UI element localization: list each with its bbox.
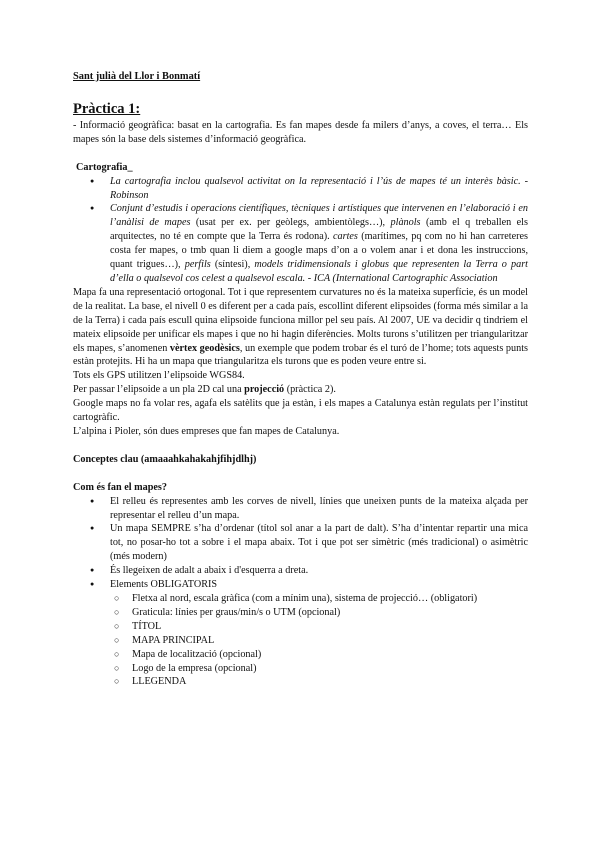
body-paragraph: Per passar l’elipsoide a un pla 2D cal una projecció (pràctica 2). [73,384,336,396]
section-heading-cartografia: Cartografia_ [76,161,133,173]
list-item: ● És llegeixen de adalt a abaix i d'esquerra a dreta. [73,564,528,578]
sublist-item: ○ Fletxa al nord, escala gràfica (com a mínim una), sistema de projecció… (obligatori) [73,592,528,606]
list-item: ● Conjunt d’estudis i operacions científiques, tècniques i artístiques que intervenen en l’elaboració i en l’anàlisi de mapes (usat per ex. per geòlegs, ambientòlegs…), plànols (amb el q treballen els arquitectes, no té en compte que la Terra és rodona). cartes (marítimes, pq com no hi han carreteres costa fer mapes, o tmb quan li diem a google maps d’on a o volem anar i et dona les instruccions, quant trigues…), perfils (síntesi), models tridimensionals i globus que representen la Terra o part d’ella o qualsevol cos celest a qualsevol escala. - ICA (International Cartographic Association [73,202,528,285]
list-item: ● Un mapa SEMPRE s’ha d’ordenar (títol sol anar a la part de dalt). S’ha d’intentar repartir una mica tot, no posar-ho tot a sobre i el mapa abaix. Tot i que pot ser simètric (més tradicional) o asimètric (més modern) [73,522,528,564]
sublist-item: ○ Mapa de localització (opcional) [73,648,528,662]
sublist-item: ○ TÍTOL [73,620,528,634]
list-item: ● Elements OBLIGATORIS ○ Fletxa al nord, escala gràfica (com a mínim una), sistema de projecció… (obligatori) ○ Graticula: línies per graus/min/s o UTM (opcional) ○ TÍTOL ○ MAPA PRINCIPAL ○ Mapa de localització (opcional) ○ Logo de la empresa (opcional) ○ LLEGENDA [73,578,528,689]
sublist-item: ○ LLEGENDA [73,675,528,689]
com-es-fan-list [73,495,528,690]
body-paragraph: Google maps no fa volar res, agafa els satèlits que ja estàn, i els mapes a Catalunya estàn regulats per l’institut cartogràfic. [73,398,528,424]
intro-paragraph: - Informació geogràfica: basat en la cartografia. Es fan mapes desde fa milers d’anys, a coves, el terra… Els mapes són la base dels sistemes d’informació geogràfica. [73,119,528,145]
body-paragraph: Mapa fa una representació ortogonal. Tot i que representem curvatures no és la mateixa superfície, és un model de la realitat. La base, el nivell 0 es diferent per a cada país, escollint diferent elipsoides (forma més similar a la de la Terra) i cada país escull quina elipsoide funciona millor pel seu país. Al 2007, UE va decidir q tindriem el mateix elipsoide per unificar els mapes i que no hi hagin diferències. Molts turons s’utilitzen per triangularitzar els mapes, s’anomenen vèrtex geodèsics, un exemple que podem trobar és el turó de l’home; tots aquests punts estàn protejits. Hi ha un mapa que triangularitza els turons que es poden veure entre si. [73,286,529,368]
sublist-item: ○ Logo de la empresa (opcional) [73,662,528,676]
page-title: Pràctica 1: [73,100,141,117]
body-paragraph: Tots els GPS utilitzen l’elipsoide WGS84. [73,370,245,382]
cartografia-list [73,175,528,286]
sublist-item: ○ MAPA PRINCIPAL [73,634,528,648]
list-item: ● La cartografia inclou qualsevol activitat on la representació i l’ús de mapes té un interès bàsic. - Robinson [73,175,528,203]
section-heading-conceptes: Conceptes clau (amaaahkahakahjfihjdlhj) [73,453,257,465]
list-item: ● El relleu és representes amb les corves de nivell, línies que uneixen punts de la mateixa alçada per representar el relleu d’un mapa. [73,495,528,523]
author-name: Sant julià del Llor i Bonmatí [73,71,201,82]
document-page [73,70,528,689]
elements-sublist [73,592,528,689]
section-heading-com-es-fan: Com és fan el mapes? [73,481,167,493]
sublist-item: ○ Graticula: línies per graus/min/s o UTM (opcional) [73,606,528,620]
body-paragraph: L’alpina i Pioler, són dues empreses que fan mapes de Catalunya. [73,425,340,437]
